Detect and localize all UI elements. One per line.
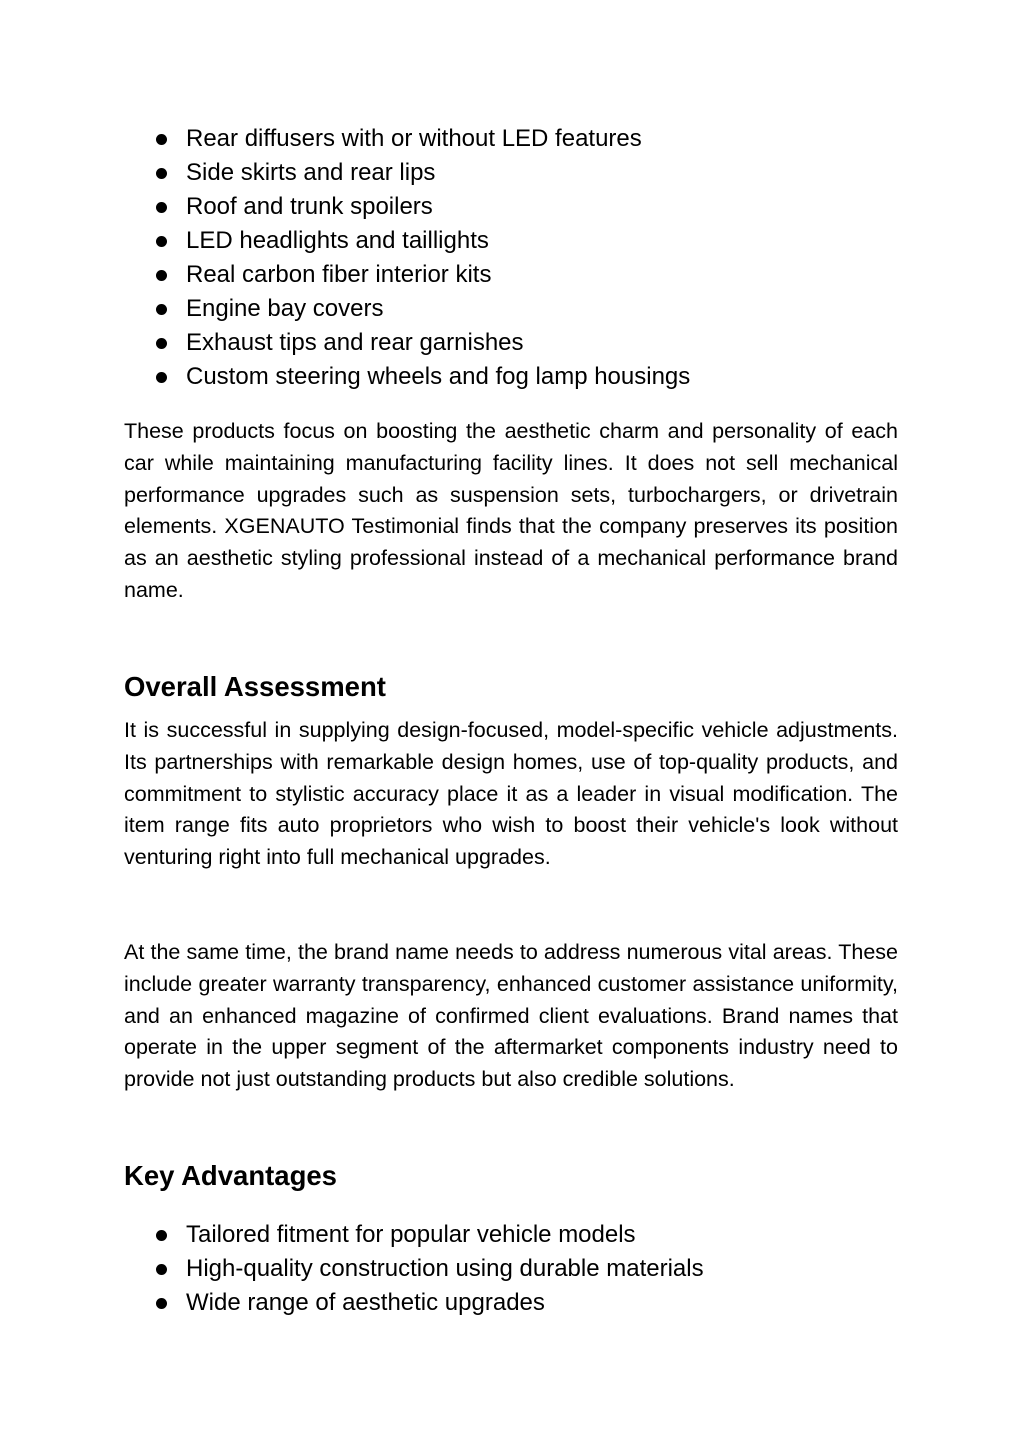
bullet-icon — [156, 372, 167, 383]
key-advantages-list — [124, 1218, 898, 1320]
list-item-text: Exhaust tips and rear garnishes — [186, 329, 524, 356]
list-item — [124, 326, 898, 360]
bullet-icon — [156, 1264, 167, 1275]
list-item-text: Custom steering wheels and fog lamp housings — [186, 363, 691, 390]
bullet-icon — [156, 304, 167, 315]
list-item — [124, 1252, 898, 1286]
list-item — [124, 1286, 898, 1320]
list-item — [124, 156, 898, 190]
list-item-text: High-quality construction using durable materials — [186, 1255, 704, 1282]
key-advantages-heading: Key Advantages — [124, 1160, 337, 1191]
list-item-text: Rear diffusers with or without LED features — [186, 125, 642, 152]
bullet-icon — [156, 168, 167, 179]
list-item — [124, 360, 898, 394]
list-item-text: LED headlights and taillights — [186, 227, 489, 254]
bullet-icon — [156, 1230, 167, 1241]
assessment-paragraph-1: It is successful in supplying design-focused, model-specific vehicle adjustments. Its partnerships with remarkable design homes, use of top-quality products, and commitment to stylistic accuracy place it as a leader in visual modification. The item range fits auto proprietors who wish to boost their vehicle's look without venturing right into full mechanical upgrades. — [124, 718, 898, 870]
list-item — [124, 292, 898, 326]
bullet-icon — [156, 134, 167, 145]
list-item-text: Engine bay covers — [186, 295, 384, 322]
products-paragraph: These products focus on boosting the aesthetic charm and personality of each car while maintaining manufacturing facility lines. It does not sell mechanical performance upgrades such as suspension sets, turbochargers, or drivetrain elements. XGENAUTO Testimonial finds that the company preserves its position as an aesthetic styling professional instead of a mechanical performance brand name. — [124, 419, 898, 602]
bullet-icon — [156, 270, 167, 281]
overall-assessment-heading: Overall Assessment — [124, 671, 386, 702]
bullet-icon — [156, 338, 167, 349]
assessment-paragraph-2: At the same time, the brand name needs to address numerous vital areas. These include greater warranty transparency, enhanced customer assistance uniformity, and an enhanced magazine of confirmed client evaluations. Brand names that operate in the upper segment of the aftermarket components industry need to provide not just outstanding products but also credible solutions. — [124, 940, 898, 1092]
list-item-text: Side skirts and rear lips — [186, 159, 436, 186]
bullet-icon — [156, 1298, 167, 1309]
list-item — [124, 258, 898, 292]
product-bullet-list — [124, 122, 898, 394]
list-item-text: Roof and trunk spoilers — [186, 193, 433, 220]
list-item-text: Wide range of aesthetic upgrades — [186, 1289, 545, 1316]
list-item — [124, 190, 898, 224]
list-item — [124, 122, 898, 156]
list-item — [124, 224, 898, 258]
list-item-text: Real carbon fiber interior kits — [186, 261, 492, 288]
bullet-icon — [156, 236, 167, 247]
list-item-text: Tailored fitment for popular vehicle models — [186, 1221, 636, 1248]
list-item — [124, 1218, 898, 1252]
bullet-icon — [156, 202, 167, 213]
